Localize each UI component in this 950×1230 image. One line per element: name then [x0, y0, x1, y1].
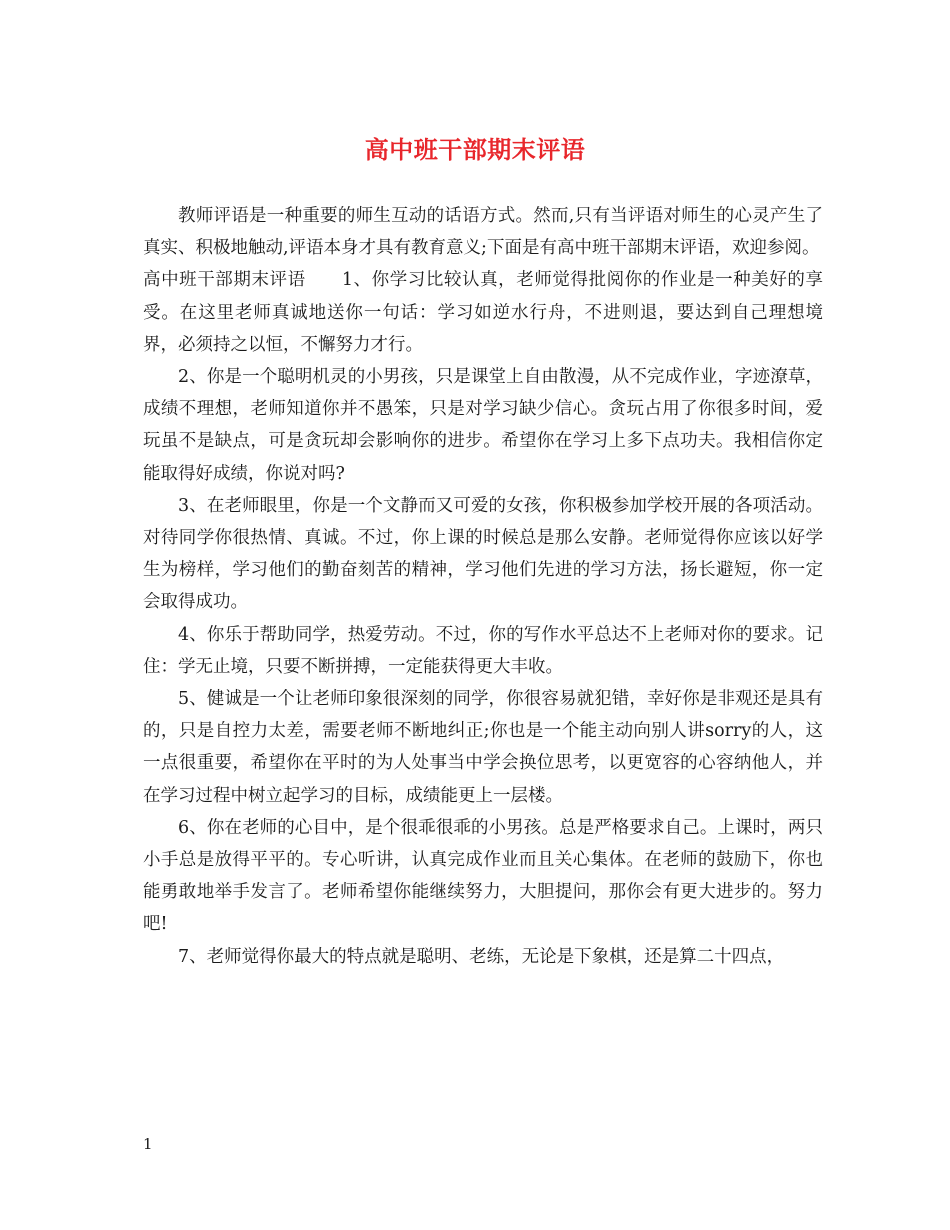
paragraph-5: 5、健诚是一个让老师印象很深刻的同学，你很容易就犯错，幸好你是非观还是具有的，只是自控力太差，需要老师不断地纠正;你也是一个能主动向别人讲sorry的人，这一点很重要，希望你在平时的为人处事当中学会换位思考，以更宽容的心容纳他人，并在学习过程中树立起学习的目标，成绩能更上一层楼。 — [143, 689, 823, 806]
document-body — [143, 200, 823, 973]
page-number: 1 — [143, 1135, 153, 1153]
paragraph-4: 4、你乐于帮助同学，热爱劳动。不过，你的写作水平总达不上老师对你的要求。记住：学无止境，只要不断拼搏，一定能获得更大丰收。 — [143, 624, 823, 677]
paragraph-intro: 教师评语是一种重要的师生互动的话语方式。然而,只有当评语对师生的心灵产生了真实、积极地触动,评语本身才具有教育意义;下面是有高中班干部期末评语，欢迎参阅。 — [143, 206, 823, 259]
paragraph-3: 3、在老师眼里，你是一个文静而又可爱的女孩，你积极参加学校开展的各项活动。对待同学你很热情、真诚。不过，你上课的时候总是那么安静。老师觉得你应该以好学生为榜样，学习他们的勤奋刻苦的精神，学习他们先进的学习方法，扬长避短，你一定会取得成功。 — [143, 495, 823, 613]
paragraph-2: 2、你是一个聪明机灵的小男孩，只是课堂上自由散漫，从不完成作业，字迹潦草，成绩不理想，老师知道你并不愚笨，只是对学习缺少信心。贪玩占用了你很多时间，爱玩虽不是缺点，可是贪玩却会影响你的进步。希望你在学习上多下点功夫。我相信你定能取得好成绩，你说对吗? — [143, 367, 823, 484]
paragraph-1: 高中班干部期末评语 1、你学习比较认真，老师觉得批阅你的作业是一种美好的享受。在这里老师真诚地送你一句话：学习如逆水行舟，不进则退，要达到自己理想境界，必须持之以恒，不懈努力才行。 — [143, 270, 823, 355]
document-title: 高中班干部期末评语 — [364, 135, 586, 164]
paragraph-6: 6、你在老师的心目中，是个很乖很乖的小男孩。总是严格要求自己。上课时，两只小手总是放得平平的。专心听讲，认真完成作业而且关心集体。在老师的鼓励下，你也能勇敢地举手发言了。老师希望你能继续努力，大胆提问，那你会有更大进步的。努力吧! — [143, 817, 823, 935]
paragraph-7: 7、老师觉得你最大的特点就是聪明、老练，无论是下象棋，还是算二十四点， — [178, 946, 785, 967]
